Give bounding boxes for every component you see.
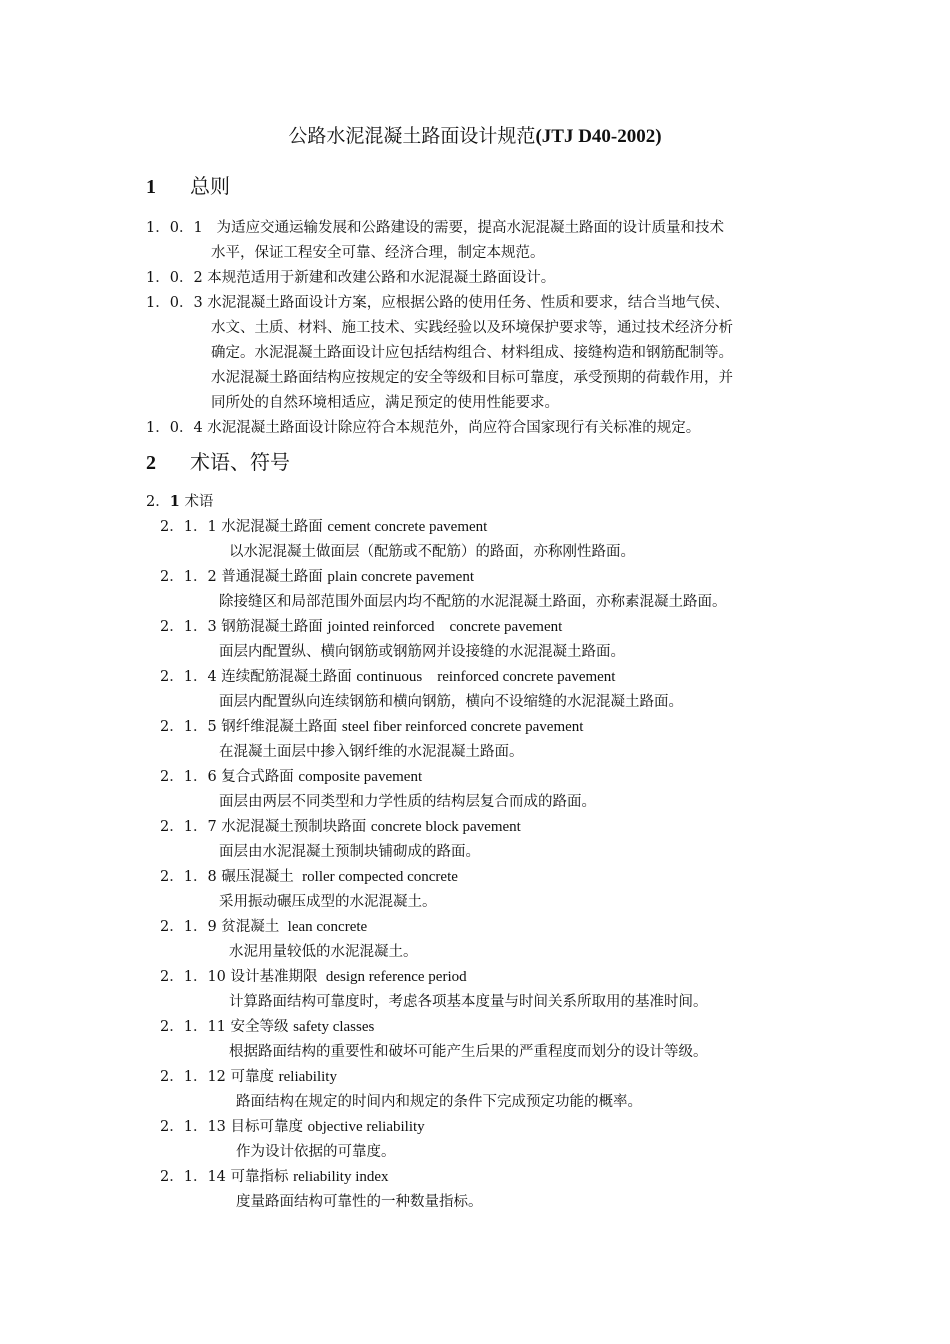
- clause-number: 1．0．4: [146, 420, 203, 436]
- term-number: 2．1．2: [160, 569, 217, 585]
- chapter-1-heading: [146, 172, 230, 201]
- term-cn: 钢纤维混凝土路面: [221, 719, 338, 735]
- term-cn: 设计基准期限: [230, 969, 318, 985]
- term-definition: 面层内配置纵、横向钢筋或钢筋网并设接缝的水泥混凝土路面。: [219, 644, 625, 660]
- chapter-2-number: 2: [146, 452, 156, 474]
- term-cn: 可靠度: [230, 1069, 275, 1085]
- term-definition: 以水泥混凝土做面层（配筋或不配筋）的路面，亦称刚性路面。: [229, 544, 635, 560]
- clause-1-0-1: [146, 216, 724, 240]
- term-cn: 普通混凝土路面: [221, 569, 323, 585]
- term-en: concrete block pavement: [370, 819, 521, 835]
- term-en: safety classes: [293, 1019, 375, 1035]
- term-cn: 水泥混凝土路面: [221, 519, 323, 535]
- clause-1-0-3: [146, 291, 729, 315]
- chapter-2-title: 术语、符号: [190, 450, 290, 474]
- term-definition: 采用振动碾压成型的水泥混凝土。: [219, 894, 437, 910]
- term-heading: [160, 915, 367, 939]
- section-2-1-heading: [146, 490, 213, 514]
- term-definition: 根据路面结构的重要性和破坏可能产生后果的严重程度而划分的设计等级。: [229, 1044, 708, 1060]
- term-number: 2．1．12: [160, 1069, 226, 1085]
- term-heading: [160, 865, 458, 889]
- term-heading: [160, 515, 487, 539]
- term-cn: 复合式路面: [221, 769, 294, 785]
- term-definition: 除接缝区和局部范围外面层内均不配筋的水泥混凝土路面，亦称素混凝土路面。: [219, 594, 727, 610]
- term-number: 2．1．13: [160, 1119, 226, 1135]
- term-heading: [160, 715, 583, 739]
- term-en: steel fiber reinforced concrete pavement: [341, 719, 584, 735]
- term-en: lean concrete: [283, 919, 368, 935]
- document-title: [0, 122, 950, 151]
- term-definition: 面层由水泥混凝土预制块铺砌成的路面。: [219, 844, 480, 860]
- clause-number: 1．0．3: [146, 295, 203, 311]
- term-en: cement concrete pavement: [327, 519, 488, 535]
- term-en: reliability index: [293, 1169, 389, 1185]
- clause-number: 1．0．2: [146, 270, 203, 286]
- term-number: 2．1．7: [160, 819, 217, 835]
- term-heading: [160, 1115, 425, 1139]
- term-definition: 面层由两层不同类型和力学性质的结构层复合而成的路面。: [219, 794, 596, 810]
- term-definition: 水泥用量较低的水泥混凝土。: [229, 944, 418, 960]
- term-cn: 钢筋混凝土路面: [221, 619, 323, 635]
- document-title-code: (JTJ D40-2002): [535, 126, 662, 147]
- term-en: objective reliability: [307, 1119, 425, 1135]
- term-cn: 碾压混凝土: [221, 869, 294, 885]
- term-cn: 水泥混凝土预制块路面: [221, 819, 367, 835]
- term-number: 2．1．10: [160, 969, 226, 985]
- clause-1-0-2: [146, 266, 555, 290]
- term-en: roller compected concrete: [298, 869, 458, 885]
- term-definition: 作为设计依据的可靠度。: [236, 1144, 396, 1160]
- clause-1-0-3-line-2: 水文、土质、材料、施工技术、实践经验以及环境保护要求等，通过技术经济分析: [211, 320, 733, 336]
- term-en: composite pavement: [298, 769, 423, 785]
- term-number: 2．1．8: [160, 869, 217, 885]
- section-number-b: 1: [169, 493, 180, 510]
- term-en: design reference period: [322, 969, 467, 985]
- term-heading: [160, 1165, 389, 1189]
- clause-text: 水泥混凝土路面设计除应符合本规范外，尚应符合国家现行有关标准的规定。: [207, 420, 701, 436]
- term-number: 2．1．9: [160, 919, 217, 935]
- term-heading: [160, 965, 467, 989]
- term-definition: 路面结构在规定的时间内和规定的条件下完成预定功能的概率。: [236, 1094, 642, 1110]
- clause-text: 本规范适用于新建和改建公路和水泥混凝土路面设计。: [207, 270, 556, 286]
- term-number: 2．1．5: [160, 719, 217, 735]
- term-number: 2．1．4: [160, 669, 217, 685]
- clause-1-0-3-line-3: 确定。水泥混凝土路面设计应包括结构组合、材料组成、接缝构造和钢筋配制等。: [211, 345, 733, 361]
- term-en: jointed reinforced concrete pavement: [327, 619, 563, 635]
- clause-text: 为适应交通运输发展和公路建设的需要，提高水泥混凝土路面的设计质量和技术: [216, 220, 725, 236]
- section-number-a: 2．: [146, 494, 170, 510]
- term-cn: 贫混凝土: [221, 919, 280, 935]
- chapter-1-number: 1: [146, 176, 156, 198]
- term-en: continuous reinforced concrete pavement: [356, 669, 616, 685]
- term-cn: 连续配筋混凝土路面: [221, 669, 352, 685]
- clause-1-0-4: [146, 416, 700, 440]
- term-heading: [160, 765, 422, 789]
- chapter-2-heading: [146, 448, 290, 477]
- term-definition: 面层内配置纵向连续钢筋和横向钢筋，横向不设缩缝的水泥混凝土路面。: [219, 694, 683, 710]
- term-heading: [160, 615, 562, 639]
- term-heading: [160, 1065, 337, 1089]
- term-number: 2．1．14: [160, 1169, 226, 1185]
- term-number: 2．1．6: [160, 769, 217, 785]
- term-cn: 目标可靠度: [230, 1119, 304, 1135]
- term-en: plain concrete pavement: [327, 569, 475, 585]
- term-definition: 在混凝土面层中掺入钢纤维的水泥混凝土路面。: [219, 744, 524, 760]
- clause-1-0-3-line-4: 水泥混凝土路面结构应按规定的安全等级和目标可靠度，承受预期的荷载作用，并: [211, 370, 733, 386]
- term-number: 2．1．11: [160, 1019, 226, 1035]
- term-heading: [160, 1015, 374, 1039]
- chapter-1-title: 总则: [190, 174, 230, 198]
- term-number: 2．1．3: [160, 619, 217, 635]
- clause-1-0-3-line-5: 同所处的自然环境相适应，满足预定的使用性能要求。: [211, 395, 559, 411]
- term-heading: [160, 665, 615, 689]
- clause-1-0-1-line-2: 水平，保证工程安全可靠、经济合理，制定本规范。: [211, 245, 545, 261]
- term-heading: [160, 565, 474, 589]
- term-definition: 计算路面结构可靠度时，考虑各项基本度量与时间关系所取用的基准时间。: [229, 994, 708, 1010]
- term-cn: 安全等级: [230, 1019, 289, 1035]
- clause-text: 水泥混凝土路面设计方案，应根据公路的使用任务、性质和要求，结合当地气侯、: [207, 295, 730, 311]
- term-definition: 度量路面结构可靠性的一种数量指标。: [236, 1194, 483, 1210]
- document-title-cn: 公路水泥混凝土路面设计规范: [288, 125, 536, 147]
- section-title: 术语: [184, 494, 214, 510]
- term-heading: [160, 815, 521, 839]
- term-en: reliability: [278, 1069, 337, 1085]
- clause-number: 1．0．1: [146, 220, 203, 236]
- term-cn: 可靠指标: [230, 1169, 289, 1185]
- term-number: 2．1．1: [160, 519, 217, 535]
